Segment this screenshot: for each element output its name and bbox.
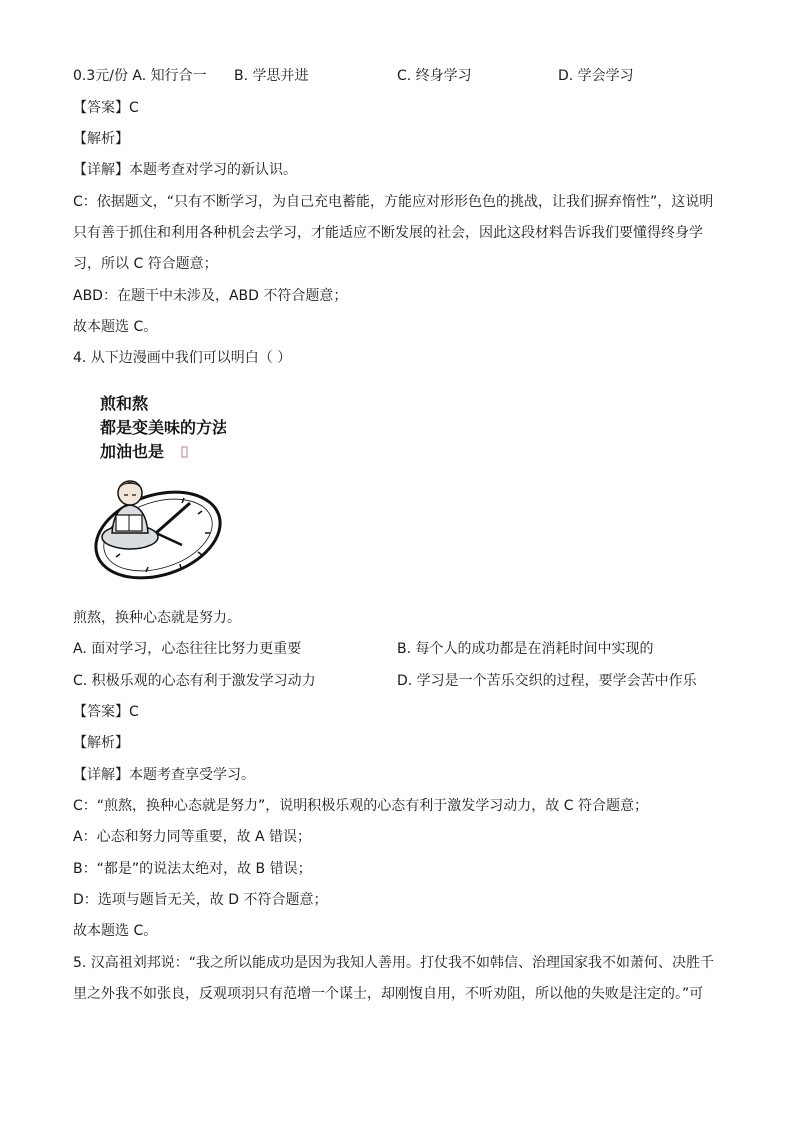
q4-analysis: 【解析】 bbox=[73, 735, 129, 751]
q3-detail: 【详解】本题考查对学习的新认识。 bbox=[73, 162, 297, 178]
comic-text-1: 煎和熬 bbox=[100, 394, 149, 413]
comic-drawing bbox=[86, 385, 226, 585]
q4-c-line: C：“煎熬，换种心态就是努力”，说明积极乐观的心态有利于激发学习动力，故 C 符合题意； bbox=[73, 798, 648, 814]
q3-options-row bbox=[73, 66, 207, 86]
q4-option-b: B. 每个人的成功都是在消耗时间中实现的 bbox=[397, 641, 654, 657]
q3-c-line-2: 只有善于抓住和利用各种机会去学习，才能适应不断发展的社会，因此这段材料告诉我们要懂得终身学 bbox=[73, 225, 703, 241]
q4-b-line: B：“都是”的说法太绝对，故 B 错误； bbox=[73, 861, 312, 877]
comic-text-3: 加油也是 bbox=[100, 442, 165, 461]
q3-option-b: B. 学思并进 bbox=[234, 68, 309, 84]
q3-c-line-3: 习，所以 C 符合题意； bbox=[73, 256, 218, 272]
q3-option-c: C. 终身学习 bbox=[397, 68, 472, 84]
q4-option-d: D. 学习是一个苦乐交织的过程，要学会苦中作乐 bbox=[397, 673, 697, 689]
q4-detail: 【详解】本题考查享受学习。 bbox=[73, 767, 255, 783]
q4-answer: 【答案】C bbox=[73, 704, 139, 720]
q3-c-line-1: C：依据题文，“只有不断学习，为自己充电蓄能，方能应对形形色色的挑战，让我们摒弃惰性”，这说明 bbox=[73, 194, 714, 210]
q4-stem: 4. 从下边漫画中我们可以明白（ ） bbox=[73, 350, 292, 366]
q4-conclusion: 故本题选 C。 bbox=[73, 923, 158, 939]
q4-option-a: A. 面对学习，心态往往比努力更重要 bbox=[73, 641, 302, 657]
q3-conclusion: 故本题选 C。 bbox=[73, 319, 158, 335]
comic-text-2: 都是变美味的方法 bbox=[100, 418, 226, 437]
q3-answer: 【答案】C bbox=[73, 100, 139, 116]
q4-option-c: C. 积极乐观的心态有利于激发学习动力 bbox=[73, 673, 316, 689]
q4-a-line: A：心态和努力同等重要，故 A 错误； bbox=[73, 829, 312, 845]
q4-caption: 煎熬，换种心态就是努力。 bbox=[73, 610, 241, 626]
q3-analysis: 【解析】 bbox=[73, 131, 129, 147]
q3-option-d: D. 学会学习 bbox=[558, 68, 634, 84]
comic-illustration bbox=[86, 385, 226, 585]
q5-line-1: 5. 汉高祖刘邦说：“我之所以能成功是因为我知人善用。打仗我不如韩信、治理国家我不如萧何、决胜千 bbox=[73, 955, 715, 971]
boy-head bbox=[118, 481, 142, 505]
q4-d-line: D：选项与题旨无关，故 D 不符合题意； bbox=[73, 892, 328, 908]
seal-stamp bbox=[182, 447, 187, 457]
q3-abd-line: ABD：在题干中未涉及，ABD 不符合题意； bbox=[73, 288, 348, 304]
q5-line-2: 里之外我不如张良，反观项羽只有范增一个谋士，却刚愎自用，不听劝阻，所以他的失败是注定的。”可 bbox=[73, 986, 704, 1002]
q3-option-a: 0.3元/份 A. 知行合一 bbox=[73, 68, 207, 84]
